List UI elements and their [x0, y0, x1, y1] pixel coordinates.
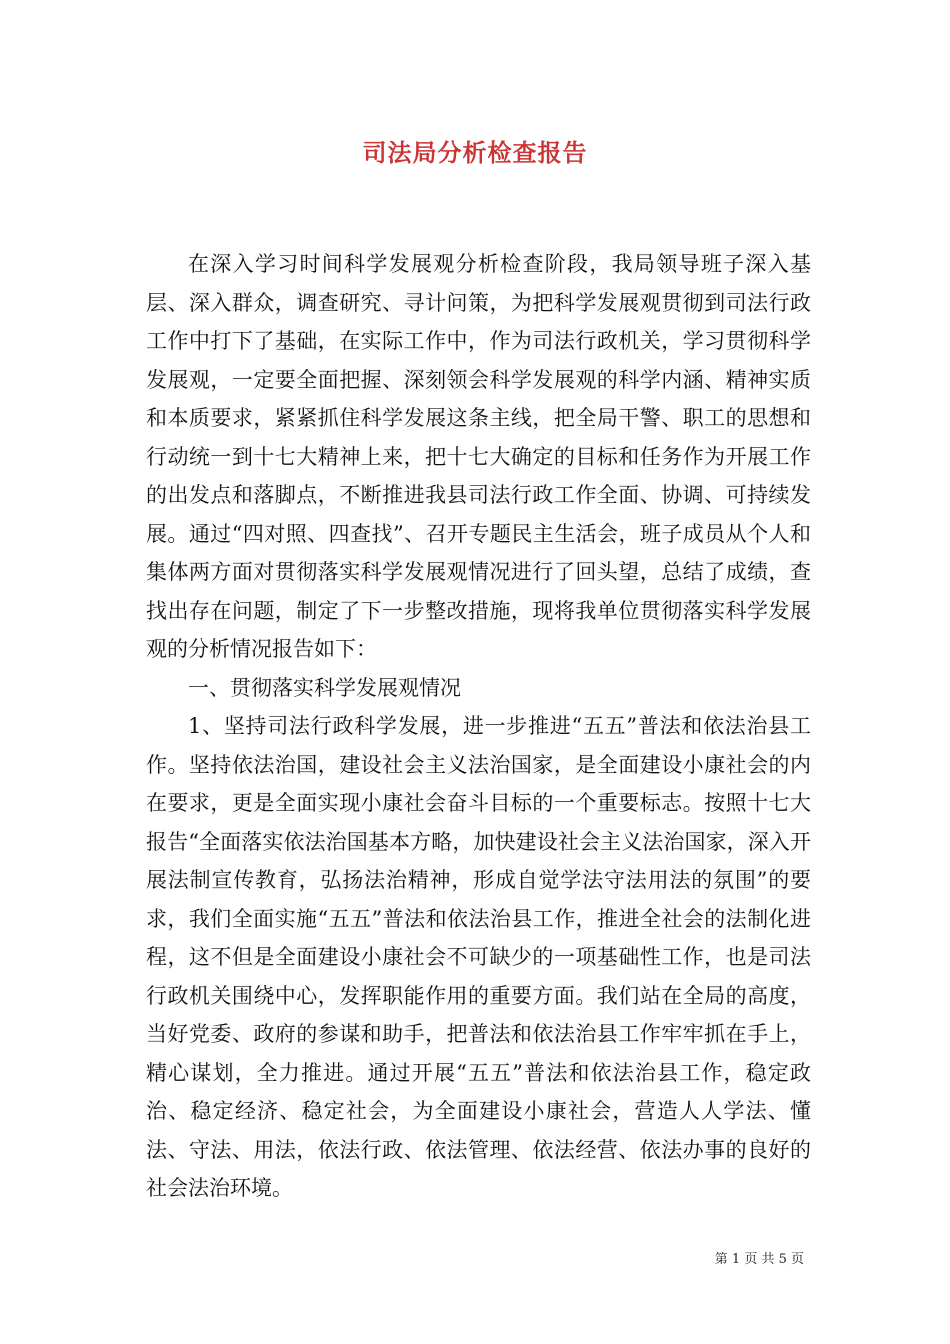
document-body [146, 245, 811, 1208]
intro-paragraph: 在深入学习时间科学发展观分析检查阶段，我局领导班子深入基层、深入群众，调查研究、寻计问策，为把科学发展观贯彻到司法行政工作中打下了基础，在实际工作中，作为司法行政机关，学习贯彻科学发展观，一定要全面把握、深刻领会科学发展观的科学内涵、精神实质和本质要求，紧紧抓住科学发展这条主线，把全局干警、职工的思想和行动统一到十七大精神上来，把十七大确定的目标和任务作为开展工作的出发点和落脚点，不断推进我县司法行政工作全面、协调、可持续发展。通过“四对照、四查找”、召开专题民主生活会，班子成员从个人和集体两方面对贯彻落实科学发展观情况进行了回头望，总结了成绩，查找出存在问题，制定了下一步整改措施，现将我单位贯彻落实科学发展观的分析情况报告如下： [146, 252, 811, 661]
document-title: 司法局分析检查报告 [362, 139, 588, 167]
page-number: 第 1 页 共 5 页 [714, 1252, 804, 1267]
section-paragraph: 1、坚持司法行政科学发展，进一步推进“五五”普法和依法治县工作。坚持依法治国，建设社会主义法治国家，是全面建设小康社会的内在要求，更是全面实现小康社会奋斗目标的一个重要标志。按照十七大报告“全面落实依法治国基本方略，加快建设社会主义法治国家，深入开展法制宣传教育，弘扬法治精神，形成自觉学法守法用法的氛围”的要求，我们全面实施“五五”普法和依法治县工作，推进全社会的法制化进程，这不但是全面建设小康社会不可缺少的一项基础性工作，也是司法行政机关围绕中心，发挥职能作用的重要方面。我们站在全局的高度，当好党委、政府的参谋和助手，把普法和依法治县工作牢牢抓在手上，精心谋划，全力推进。通过开展“五五”普法和依法治县工作，稳定政治、稳定经济、稳定社会，为全面建设小康社会，营造人人学法、懂法、守法、用法，依法行政、依法管理、依法经营、依法办事的良好的社会法治环境。 [146, 714, 811, 1200]
section-heading: 一、贯彻落实科学发展观情况 [188, 675, 461, 700]
